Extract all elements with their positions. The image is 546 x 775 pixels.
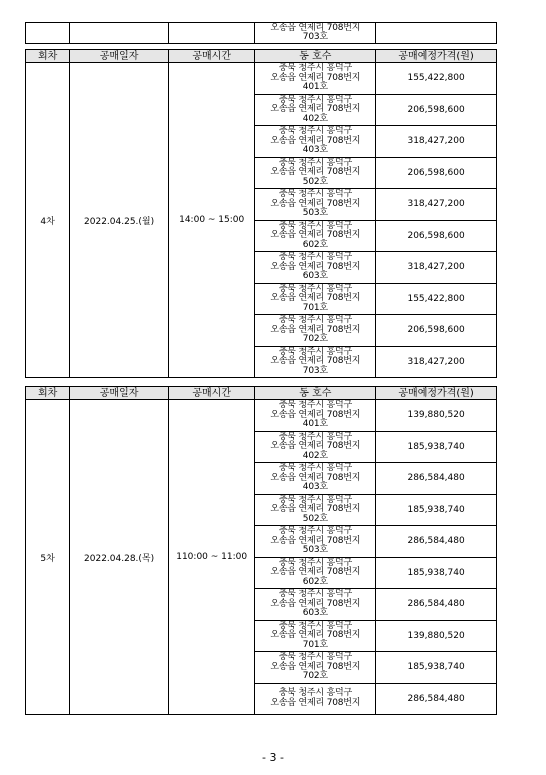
- address-line-1: 충북 청주시 흥덕구: [278, 589, 352, 599]
- address-line-2: 오송읍 연제리 708번지: [270, 504, 361, 514]
- address-cell: [255, 494, 376, 526]
- unit-number: 602호: [302, 576, 328, 587]
- table-row: [26, 400, 497, 432]
- address-line-2: 오송읍 연제리 708번지: [270, 356, 361, 366]
- empty-cell: [376, 23, 497, 44]
- unit-number: 502호: [302, 513, 328, 524]
- header-unit: 동 호수: [255, 387, 376, 400]
- price-cell: 185,938,740: [376, 431, 497, 463]
- address-line-1: 충북 청주시 흥덕구: [278, 526, 352, 536]
- header-round: 회차: [26, 387, 70, 400]
- address-line-1: 충북 청주시 흥덕구: [278, 494, 352, 505]
- auction-table-round-5: [25, 386, 497, 715]
- header-time: 공매시간: [168, 387, 255, 400]
- address-line-2: 오송읍 연제리 708번지: [270, 324, 361, 335]
- address-cell: [255, 526, 376, 558]
- empty-cell: [26, 23, 70, 44]
- address-line-2: 오송읍 연제리 708번지: [270, 72, 361, 83]
- address-line-1: 충북 청주시 흥덕구: [278, 400, 352, 410]
- table-row: [26, 63, 497, 95]
- price-cell: 206,598,600: [376, 94, 497, 126]
- address-cell: [255, 283, 376, 315]
- address-line-2: 오송읍 연제리 708번지: [270, 167, 361, 177]
- address-line-2: 오송읍 연제리 708번지: [270, 409, 361, 420]
- address-line-1: 충북 청주시 흥덕구: [278, 620, 352, 631]
- price-cell: 185,938,740: [376, 652, 497, 684]
- unit-number: 402호: [302, 450, 328, 461]
- address-cell: [255, 463, 376, 495]
- header-date: 공매일자: [70, 387, 169, 400]
- address-line-2: 오송읍 연제리 708번지: [270, 697, 361, 708]
- unit-number: 503호: [302, 545, 328, 555]
- price-cell: 139,880,520: [376, 620, 497, 652]
- address-cell: [255, 400, 376, 432]
- unit-number: 503호: [302, 208, 328, 218]
- unit-number: 402호: [302, 113, 328, 124]
- price-cell: 286,584,480: [376, 683, 497, 715]
- time-cell: 110:00 ~ 11:00: [168, 400, 255, 715]
- address-cell: [255, 126, 376, 158]
- address-line: 오송읍 연제리 708번지: [270, 22, 361, 33]
- price-cell: 206,598,600: [376, 157, 497, 189]
- address-line-2: 오송읍 연제리 708번지: [270, 198, 361, 209]
- address-cell: [255, 620, 376, 652]
- date-cell: 2022.04.25.(월): [70, 63, 169, 378]
- address-cell: [255, 157, 376, 189]
- header-price: 공매예정가격(원): [376, 50, 497, 63]
- address-line-1: 충북 청주시 흥덕구: [278, 652, 352, 662]
- price-cell: 286,584,480: [376, 526, 497, 558]
- address-cell: [255, 189, 376, 221]
- price-cell: 185,938,740: [376, 557, 497, 589]
- address-line-2: 오송읍 연제리 708번지: [270, 598, 361, 609]
- date-cell: 2022.04.28.(목): [70, 400, 169, 715]
- address-line-1: 충북 청주시 흥덕구: [278, 283, 352, 294]
- unit-number: 502호: [302, 176, 328, 187]
- address-cell: [255, 346, 376, 378]
- address-line-2: 오송읍 연제리 708번지: [270, 441, 361, 451]
- address-line-2: 오송읍 연제리 708번지: [270, 261, 361, 272]
- price-cell: 185,938,740: [376, 494, 497, 526]
- round-cell: 4차: [26, 63, 70, 378]
- header-time: 공매시간: [168, 50, 255, 63]
- address-line-2: 오송읍 연제리 708번지: [270, 661, 361, 672]
- header-price: 공매예정가격(원): [376, 387, 497, 400]
- price-cell: 318,427,200: [376, 346, 497, 378]
- address-line-1: 충북 청주시 흥덕구: [278, 463, 352, 473]
- header-round: 회차: [26, 50, 70, 63]
- address-cell: [255, 431, 376, 463]
- address-line-1: 충북 청주시 흥덕구: [278, 94, 352, 105]
- unit-number: 401호: [302, 419, 328, 429]
- unit-number: 401호: [302, 82, 328, 92]
- address-line-1: 충북 청주시 흥덕구: [278, 157, 352, 168]
- unit-number: 403호: [302, 145, 328, 155]
- price-cell: 155,422,800: [376, 63, 497, 95]
- address-line-1: 충북 청주시 흥덕구: [278, 220, 352, 231]
- address-line-2: 오송읍 연제리 708번지: [270, 567, 361, 577]
- empty-cell: [168, 23, 255, 44]
- address-line-2: 오송읍 연제리 708번지: [270, 230, 361, 240]
- table-header-row: [26, 50, 497, 63]
- address-line-2: 오송읍 연제리 708번지: [270, 104, 361, 114]
- round-cell: 5차: [26, 400, 70, 715]
- price-cell: 139,880,520: [376, 400, 497, 432]
- address-line-2: 오송읍 연제리 708번지: [270, 135, 361, 146]
- address-line-2: 오송읍 연제리 708번지: [270, 472, 361, 483]
- price-cell: 318,427,200: [376, 189, 497, 221]
- unit-number: 602호: [302, 239, 328, 250]
- page-number: - 3 -: [262, 751, 284, 764]
- empty-cell: [70, 23, 169, 44]
- price-cell: 286,584,480: [376, 589, 497, 621]
- unit-number: 603호: [302, 608, 328, 618]
- address-cell: [255, 252, 376, 284]
- address-line-2: 오송읍 연제리 708번지: [270, 293, 361, 303]
- unit-number: 701호: [302, 639, 328, 650]
- price-cell: 318,427,200: [376, 252, 497, 284]
- address-line-1: 충북 청주시 흥덕구: [278, 315, 352, 325]
- address-line-1: 충북 청주시 흥덕구: [278, 63, 352, 73]
- unit-number: 703호: [302, 365, 328, 376]
- price-cell: 206,598,600: [376, 220, 497, 252]
- unit-number: 701호: [302, 302, 328, 313]
- address-line-2: 오송읍 연제리 708번지: [270, 630, 361, 640]
- address-line-1: 충북 청주시 흥덕구: [278, 431, 352, 442]
- address-cell: [255, 315, 376, 347]
- address-line-1: 충북 청주시 흥덕구: [278, 126, 352, 136]
- unit-number: 702호: [302, 334, 328, 344]
- address-cell: [255, 63, 376, 95]
- address-line-1: 충북 청주시 흥덕구: [278, 189, 352, 199]
- auction-table-round-4: [25, 49, 497, 378]
- address-line-1: 충북 청주시 흥덕구: [278, 688, 352, 699]
- previous-table-fragment: [25, 22, 497, 44]
- address-cell: [255, 23, 376, 44]
- time-cell: 14:00 ~ 15:00: [168, 63, 255, 378]
- unit-number: 603호: [302, 271, 328, 281]
- unit-number: 403호: [302, 482, 328, 492]
- address-cell: [255, 589, 376, 621]
- address-line-2: 오송읍 연제리 708번지: [270, 535, 361, 546]
- header-unit: 동 호수: [255, 50, 376, 63]
- unit-number: 703호: [302, 32, 328, 42]
- address-cell: [255, 652, 376, 684]
- price-cell: 286,584,480: [376, 463, 497, 495]
- address-line-1: 충북 청주시 흥덕구: [278, 557, 352, 568]
- address-line-1: 충북 청주시 흥덕구: [278, 346, 352, 357]
- price-cell: 318,427,200: [376, 126, 497, 158]
- address-cell: [255, 683, 376, 715]
- address-line-1: 충북 청주시 흥덕구: [278, 252, 352, 262]
- header-date: 공매일자: [70, 50, 169, 63]
- price-cell: 155,422,800: [376, 283, 497, 315]
- unit-number: 702호: [302, 671, 328, 681]
- table-header-row: [26, 387, 497, 400]
- address-cell: [255, 557, 376, 589]
- address-cell: [255, 94, 376, 126]
- price-cell: 206,598,600: [376, 315, 497, 347]
- address-cell: [255, 220, 376, 252]
